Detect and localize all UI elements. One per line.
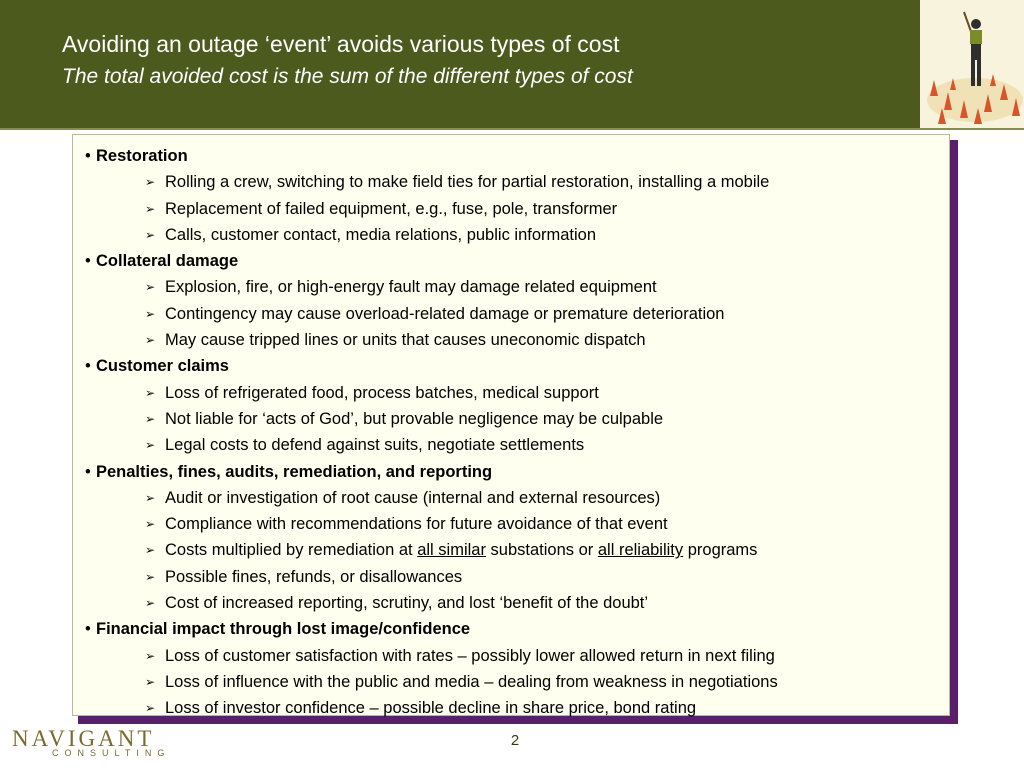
list-item (85, 537, 941, 563)
page-number: 2 (510, 732, 520, 749)
arrow-bullet-icon: ➢ (145, 438, 156, 453)
list-item-text: Audit or investigation of root cause (internal and external resources) (165, 488, 661, 507)
arrow-bullet-icon: ➢ (145, 227, 156, 242)
list-item-text: Cost of increased reporting, scrutiny, and lost ‘benefit of the doubt’ (165, 594, 649, 613)
list-item-text: Loss of customer satisfaction with rates – possibly lower allowed return in next filing (165, 646, 775, 665)
list-item (85, 590, 941, 616)
section-heading: Penalties, fines, audits, remediation, and reporting (96, 462, 493, 481)
list-item-text: Rolling a crew, switching to make field ties for partial restoration, installing a mobile (165, 173, 770, 192)
list-item (85, 274, 941, 300)
section-heading: Financial impact through lost image/confidence (96, 620, 471, 639)
arrow-bullet-icon: ➢ (145, 385, 156, 400)
content-box (72, 134, 950, 716)
list-item-text: Replacement of failed equipment, e.g., fuse, pole, transformer (165, 199, 618, 218)
list-item (85, 511, 941, 537)
arrow-bullet-icon: ➢ (145, 306, 156, 321)
arrow-bullet-icon: ➢ (145, 543, 156, 558)
logo-tagline: CONSULTING (52, 748, 171, 758)
section-financial-impact (85, 616, 941, 642)
navigant-logo (12, 726, 182, 762)
list-item-text: Loss of refrigerated food, process batches, medical support (165, 383, 599, 402)
list-item-text: Calls, customer contact, media relations, public information (165, 225, 597, 244)
header-banner (0, 0, 920, 128)
logo-wordmark: NAVIGANT (12, 726, 155, 751)
list-item-text-pre: Costs multiplied by remediation at (165, 541, 418, 560)
list-item (85, 169, 941, 195)
arrow-bullet-icon: ➢ (145, 201, 156, 216)
list-item-text: Legal costs to defend against suits, negotiate settlements (165, 436, 585, 455)
list-item-text: Loss of investor confidence – possible decline in share price, bond rating (165, 699, 697, 718)
list-item (85, 564, 941, 590)
list-item (85, 669, 941, 695)
list-item (85, 432, 941, 458)
bullet-icon: • (85, 462, 91, 481)
section-penalties (85, 459, 941, 485)
section-heading: Customer claims (96, 357, 229, 376)
underlined-text-all-reliability: all reliability (597, 541, 684, 560)
cost-types-list (85, 143, 941, 722)
list-item (85, 196, 941, 222)
list-item-text: Contingency may cause overload-related damage or premature deterioration (165, 304, 725, 323)
arrow-bullet-icon: ➢ (145, 411, 156, 426)
section-customer-claims (85, 353, 941, 379)
arrow-bullet-icon: ➢ (145, 517, 156, 532)
arrow-bullet-icon: ➢ (145, 648, 156, 663)
section-collateral-damage (85, 248, 941, 274)
list-item-text: Explosion, fire, or high-energy fault may damage related equipment (165, 278, 657, 297)
list-item-text: Loss of influence with the public and media – dealing from weakness in negotiations (165, 672, 778, 691)
header-divider (0, 128, 1024, 130)
arrow-bullet-icon: ➢ (145, 674, 156, 689)
arrow-bullet-icon: ➢ (145, 175, 156, 190)
underlined-text-all-similar: all similar (417, 541, 486, 560)
list-item-text: Compliance with recommendations for future avoidance of that event (165, 515, 668, 534)
list-item-text: Possible fines, refunds, or disallowances (165, 567, 463, 586)
bullet-icon: • (85, 252, 91, 271)
bullet-icon: • (85, 147, 91, 165)
slide-subtitle: The total avoided cost is the sum of the different types of cost (62, 65, 633, 88)
bullet-icon: • (85, 357, 91, 376)
section-restoration (85, 143, 941, 169)
list-item (85, 301, 941, 327)
list-item (85, 695, 941, 721)
list-item (85, 643, 941, 669)
slide-title: Avoiding an outage ‘event’ avoids various types of cost (62, 31, 620, 57)
list-item-text: May cause tripped lines or units that causes uneconomic dispatch (165, 331, 646, 350)
section-heading: Collateral damage (96, 252, 239, 271)
list-item (85, 380, 941, 406)
arrow-bullet-icon: ➢ (145, 490, 156, 505)
arrow-bullet-icon: ➢ (145, 701, 156, 716)
bullet-icon: • (85, 620, 91, 639)
arrow-bullet-icon: ➢ (145, 280, 156, 295)
list-item (85, 327, 941, 353)
list-item-text-mid: substations or (485, 541, 598, 560)
list-item-text-post: programs (683, 541, 758, 560)
arrow-bullet-icon: ➢ (145, 333, 156, 348)
arrow-bullet-icon: ➢ (145, 596, 156, 611)
list-item (85, 222, 941, 248)
arrow-bullet-icon: ➢ (145, 569, 156, 584)
field-worker-illustration (920, 0, 1024, 128)
list-item (85, 485, 941, 511)
list-item (85, 406, 941, 432)
section-heading: Restoration (96, 147, 188, 165)
list-item-text: Not liable for ‘acts of God’, but provable negligence may be culpable (165, 409, 664, 428)
